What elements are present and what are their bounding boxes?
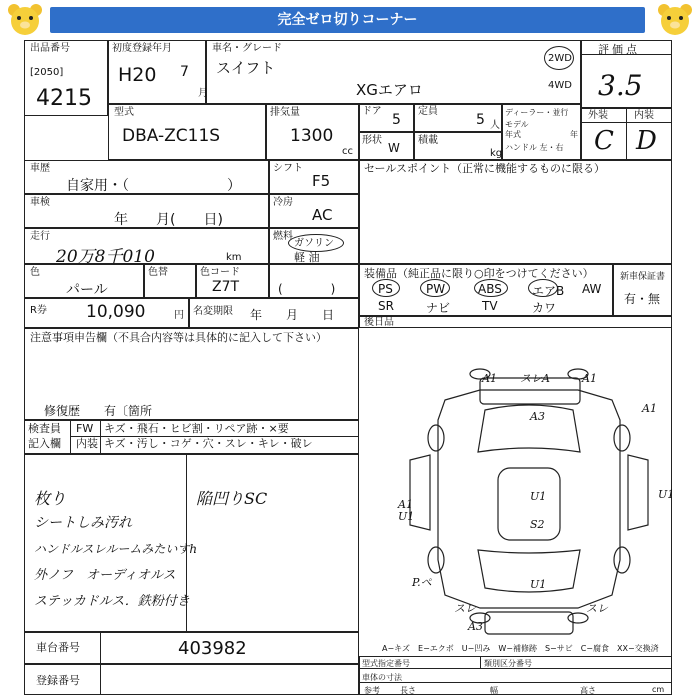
diagram-mark-1: A1 <box>482 372 497 385</box>
fuel-paren: ( ) <box>278 282 336 296</box>
mileage-value: 20万8千010 <box>56 247 155 267</box>
footer-label-c: 車体の寸法 <box>362 673 402 682</box>
ac-label: 冷房 <box>273 197 293 208</box>
record-row1: キズ・飛石・ヒビ割・リペア跡・×要 <box>104 422 289 435</box>
guarantee-label: 新車保証書 <box>620 272 666 282</box>
diagram-mark-8: U1 <box>398 510 415 523</box>
color-code-label: 色コード <box>200 267 240 278</box>
doors-label: ドア <box>362 106 382 117</box>
lot-number: 4215 <box>36 86 92 111</box>
diagram-mark-11: P.ペ <box>412 576 432 589</box>
notes-repair: 修復歴 有〔箇所 <box>44 404 153 418</box>
recycle-label: R券 <box>30 305 47 316</box>
footer-label-d: 参考 <box>364 686 380 695</box>
diagram-mark-10: U1 <box>658 488 675 501</box>
equip-abs-circle <box>474 279 508 297</box>
mileage-label: 走行 <box>30 231 50 242</box>
sales-point-label: セールスポイント（正常に機能するものに限る） <box>364 162 606 175</box>
expiry-value: 年 月 日 <box>250 308 335 322</box>
equip-tv: TV <box>482 299 498 313</box>
diagram-mark-7: A1 <box>398 498 413 511</box>
first-reg-label: 初度登録年月 <box>112 43 172 54</box>
shift-value: F5 <box>312 172 331 190</box>
shape-value: W <box>388 141 400 155</box>
capacity-value: 5 <box>476 112 485 128</box>
chassis-label: 車台番号 <box>36 641 80 654</box>
footer-label-e: 長さ <box>400 686 416 695</box>
equip-pw: PW <box>426 282 446 296</box>
record-label-2: 記入欄 <box>28 437 61 450</box>
sales-point-cell <box>359 160 672 264</box>
footer-label-b: 類別区分番号 <box>484 659 532 668</box>
record-label-1: 検査員 <box>28 422 61 435</box>
diagram-mark-14: A3 <box>468 620 483 633</box>
doors-value: 5 <box>392 112 401 128</box>
history-label: 車歴 <box>30 163 50 174</box>
car-name: スイフト <box>216 59 276 77</box>
capacity-unit: 人 <box>490 120 500 131</box>
equip-ps: PS <box>378 282 393 296</box>
diagram-mark-13: スレ <box>454 602 476 615</box>
shift-label: シフト <box>273 163 303 174</box>
hand-note-1: 枚り <box>34 489 67 508</box>
car-damage-diagram <box>390 360 675 640</box>
int-label: 内装 <box>634 110 654 121</box>
displacement-label: 排気量 <box>270 107 300 118</box>
hand-note-6: 陥凹りSC <box>196 489 268 508</box>
dealer-handle-label: ハンドル 左・右 <box>505 143 564 152</box>
equip-aw: AW <box>582 282 602 296</box>
diagram-mark-5: A1 <box>642 402 657 415</box>
model-label: 型式 <box>114 107 134 118</box>
equipment-label: 装備品（純正品に限り○印をつけてください） <box>364 267 594 280</box>
lot-sub: [2050] <box>30 67 64 78</box>
mascot-bear-icon <box>655 2 695 38</box>
guarantee-value: 有・無 <box>624 292 661 306</box>
record-row2-label: 内装 <box>76 437 98 450</box>
color-code-value: Z7T <box>212 279 240 295</box>
recycle-unit: 円 <box>174 310 184 321</box>
equip-sr: SR <box>378 299 394 313</box>
diagram-mark-9: S2 <box>530 518 545 531</box>
ac-value: AC <box>312 206 333 224</box>
rating-label: 評価点 <box>598 43 640 56</box>
rating-score: 3.5 <box>598 69 643 102</box>
drive-2wd-label: 2WD <box>548 53 572 64</box>
rear-seat-label: 後日品 <box>364 317 394 328</box>
record-row2-items: キズ・汚し・コゲ・穴・スレ・キレ・破レ <box>104 437 313 450</box>
car-grade: XGエアロ <box>356 81 423 99</box>
first-reg-month: 7 <box>180 64 189 80</box>
inspection-value: 年 月( 日) <box>114 212 223 228</box>
displacement-unit: cc <box>342 146 353 157</box>
diagram-mark-4: A3 <box>530 410 545 423</box>
diagram-mark-3: A1 <box>582 372 597 385</box>
model-value: DBA-ZC11S <box>122 126 221 146</box>
dealer-model-label: モデル <box>505 120 529 129</box>
equip-navi: ナビ <box>426 301 451 315</box>
equip-ps-circle <box>372 279 400 297</box>
equip-leather: カワ <box>532 301 557 315</box>
hand-note-2: シートしみ汚れ <box>34 515 132 531</box>
hand-note-3: ハンドルスレルームみたいすh <box>34 542 198 556</box>
dealer-label: ディーラー・並行 <box>505 108 569 117</box>
color-value: パール <box>66 282 108 298</box>
expiry-label: 名変期限 <box>193 306 233 317</box>
equip-pw-circle <box>420 279 450 297</box>
mascot-bear-icon <box>5 2 45 38</box>
load-label: 積載 <box>418 135 438 146</box>
footer-label-h: cm <box>652 685 665 694</box>
footer-label-f: 幅 <box>490 686 498 695</box>
int-grade: D <box>636 126 657 156</box>
lot-label: 出品番号 <box>30 43 70 54</box>
diagram-mark-6: U1 <box>530 490 547 503</box>
dealer-year-label: 年式 <box>505 130 521 139</box>
header-title: 完全ゼロ切りコーナー <box>50 7 645 33</box>
displacement-value: 1300 <box>290 126 334 146</box>
car-name-label: 車名・グレード <box>212 43 282 54</box>
notes-label: 注意事項申告欄（不具合内容等は具体的に記入して下さい） <box>30 331 327 344</box>
fuel-diesel: 軽 油 <box>294 251 320 264</box>
equip-airbag-circle <box>528 279 558 297</box>
mileage-unit: km <box>226 252 242 263</box>
diagram-mark-2: スレA <box>520 372 550 385</box>
damage-legend: A−キズ E−エクボ U−凹み W−補修跡 S−サビ C−腐食 XX−交換済 <box>382 644 659 653</box>
first-reg-year: H20 <box>118 64 157 86</box>
capacity-label: 定員 <box>418 106 438 117</box>
color-label: 色 <box>30 267 40 278</box>
first-reg-month-unit: 月 <box>198 88 208 99</box>
fuel-gas: ガソリン <box>294 238 334 249</box>
load-unit: kg <box>490 148 503 159</box>
shape-label: 形状 <box>362 135 382 146</box>
footer-label-a: 型式指定番号 <box>362 659 410 668</box>
rear-seat-cell <box>359 316 672 328</box>
inspection-label: 車検 <box>30 197 50 208</box>
footer-label-g: 高さ <box>580 686 596 695</box>
ext-label: 外装 <box>588 110 608 121</box>
recycle-value: 10,090 <box>86 302 146 322</box>
color-change-label: 色替 <box>148 267 168 278</box>
equip-abs: ABS <box>478 282 502 296</box>
record-fw: FW <box>76 422 94 435</box>
history-value: 自家用・（ ） <box>66 178 241 194</box>
diagram-mark-15: スレ <box>586 602 608 615</box>
hand-note-4: 外ノフ オーディオルス <box>34 568 176 583</box>
registration-label: 登録番号 <box>36 674 80 687</box>
diagram-mark-12: U1 <box>530 578 547 591</box>
drive-4wd-label: 4WD <box>548 80 572 91</box>
dealer-year-unit: 年 <box>570 130 578 139</box>
hand-note-5: ステッカドルス．鉄粉付き <box>34 594 190 609</box>
ext-grade: C <box>594 126 614 156</box>
equip-airbag: エアB <box>532 284 565 298</box>
chassis-value: 403982 <box>178 638 247 659</box>
fuel-label: 燃料 <box>273 231 293 242</box>
